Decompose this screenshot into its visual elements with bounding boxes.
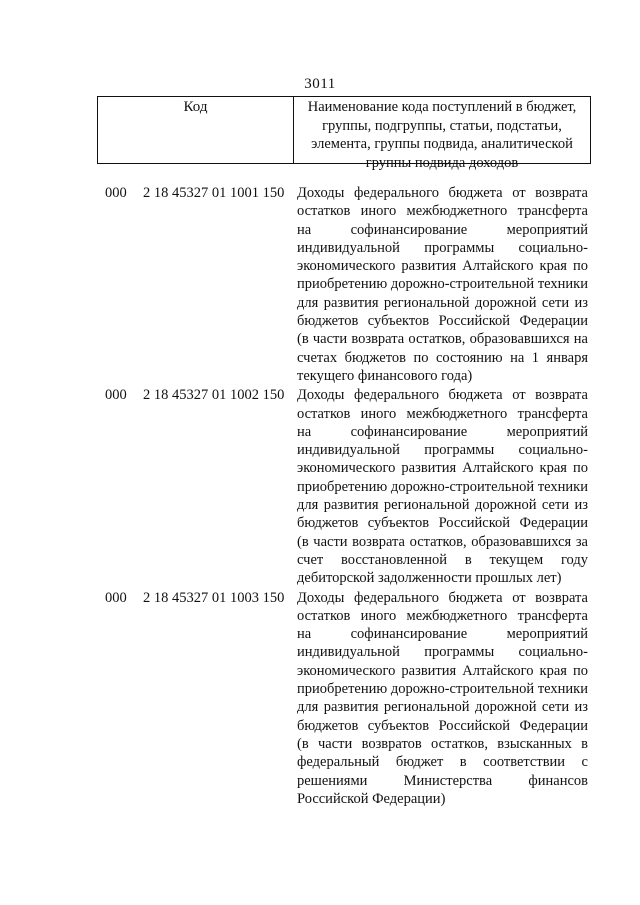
description-line: для развития региональной дорожной сети из: [297, 699, 588, 716]
description-line: счет восстановленной в текущем году: [297, 551, 588, 568]
description-line: Доходы федерального бюджета от возврата: [297, 185, 588, 201]
admin-code: 000: [105, 589, 127, 606]
admin-code: 000: [105, 387, 127, 404]
description-line: приобретению дорожно-строительной техники: [297, 478, 588, 495]
description-line: приобретению дорожно-строительной техники: [297, 276, 588, 293]
description-line: для развития региональной дорожной сети из: [297, 294, 588, 311]
description-line: (в части возврата остатков, образовавшихся на: [297, 331, 588, 348]
description-line: Доходы федерального бюджета от возврата: [297, 589, 588, 606]
revenue-description: [297, 589, 588, 809]
description-line: (в части возврата остатков, образовавшихся за: [297, 533, 588, 550]
table-row: [0, 589, 640, 809]
revenue-description: [297, 386, 588, 587]
description-line: федеральный бюджет в соответствии с: [297, 754, 588, 771]
description-line: текущего финансового года): [297, 367, 473, 384]
description-line: на софинансирование мероприятий: [297, 626, 588, 643]
table-row: [0, 184, 640, 385]
header-name-line: элемента, группы подвида, аналитической: [311, 136, 573, 152]
table-row: [0, 386, 640, 587]
description-line: остатков иного межбюджетного трансферта: [297, 405, 588, 422]
description-line: остатков иного межбюджетного трансферта: [297, 607, 588, 624]
description-line: экономического развития Алтайского края по: [297, 662, 588, 679]
description-line: (в части возвратов остатков, взысканных в: [297, 735, 588, 752]
description-line: бюджетов субъектов Российской Федерации: [297, 717, 588, 734]
entries-list: [0, 184, 640, 809]
description-line: бюджетов субъектов Российской Федерации: [297, 515, 588, 532]
description-line: счетах бюджетов по состоянию на 1 января: [297, 349, 588, 366]
description-line: на софинансирование мероприятий: [297, 221, 588, 238]
description-line: Российской Федерации): [297, 790, 446, 807]
revenue-description: [297, 184, 588, 385]
description-line: Доходы федерального бюджета от возврата: [297, 387, 588, 404]
description-line: приобретению дорожно-строительной техники: [297, 681, 588, 698]
description-line: на софинансирование мероприятий: [297, 423, 588, 440]
admin-code: 000: [105, 185, 127, 201]
description-line: решениями Министерства финансов: [297, 772, 588, 789]
description-line: остатков иного межбюджетного трансферта: [297, 203, 588, 220]
revenue-code: 2 18 45327 01 1001 150: [143, 185, 285, 201]
description-line: индивидуальной программы социально-: [297, 239, 588, 256]
revenue-code: 2 18 45327 01 1003 150: [143, 589, 285, 606]
header-name-column: [294, 97, 590, 171]
header-code-column: Код: [98, 97, 294, 163]
header-name-line: группы подвида доходов: [365, 154, 519, 171]
description-line: дебиторской задолженности прошлых лет): [297, 570, 562, 587]
table-header: [97, 96, 591, 171]
revenue-code: 2 18 45327 01 1002 150: [143, 387, 285, 404]
description-line: бюджетов субъектов Российской Федерации: [297, 313, 588, 330]
description-line: для развития региональной дорожной сети из: [297, 497, 588, 514]
description-line: индивидуальной программы социально-: [297, 644, 588, 661]
description-line: экономического развития Алтайского края по: [297, 460, 588, 477]
description-line: экономического развития Алтайского края по: [297, 258, 588, 275]
header-name-line: группы, подгруппы, статьи, подстатьи,: [322, 117, 562, 134]
header-name-line: Наименование кода поступлений в бюджет,: [307, 99, 577, 115]
description-line: индивидуальной программы социально-: [297, 442, 588, 459]
page-number: 3011: [304, 76, 336, 92]
